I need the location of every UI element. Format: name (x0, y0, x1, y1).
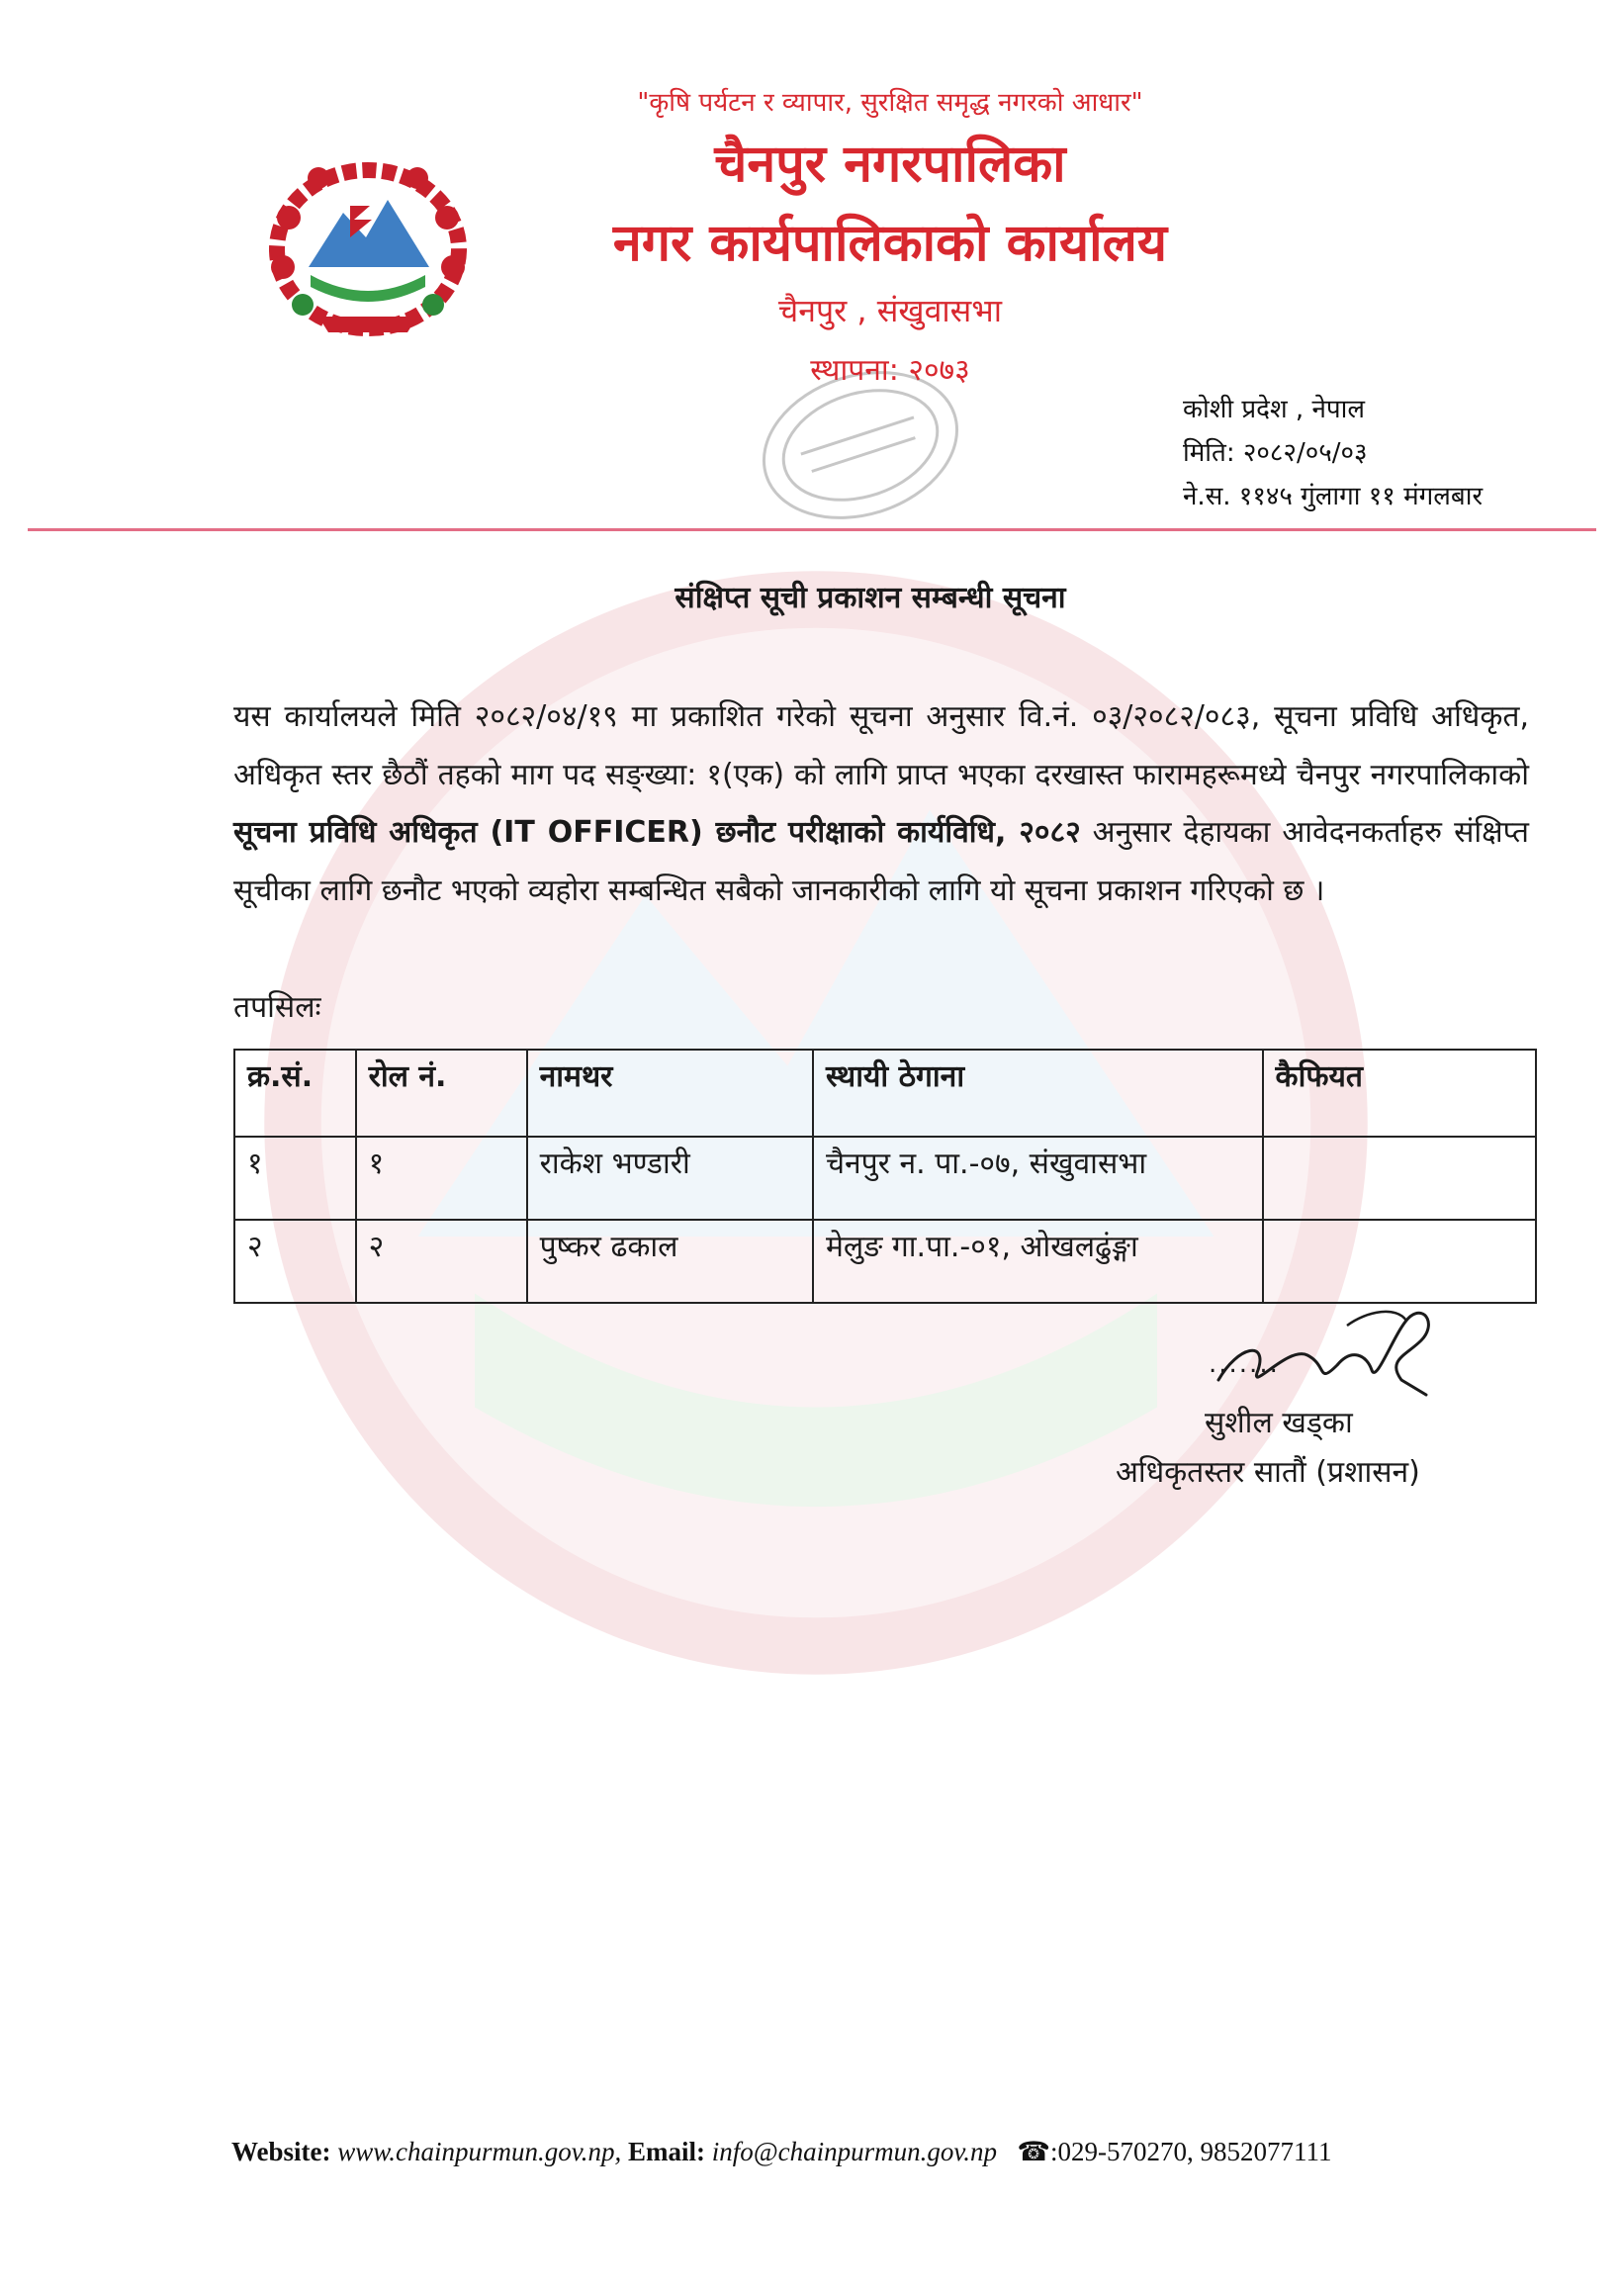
notice-title: संक्षिप्त सूची प्रकाशन सम्बन्धी सूचना (675, 581, 1066, 615)
shortlist-table (233, 1049, 1537, 1304)
header-right-info (1183, 388, 1483, 518)
municipality-name: चैनपुर नगरपालिका (714, 135, 1066, 194)
cell-serial: १ (234, 1137, 356, 1220)
office-name: नगर कार्यपालिकाको कार्यालय (612, 214, 1168, 273)
signatory-designation: अधिकृतस्तर सातौं (प्रशासन) (1116, 1455, 1420, 1490)
cell-name: पुष्कर ढकाल (527, 1220, 813, 1303)
email-link[interactable]: info@chainpurmun.gov.np (711, 2137, 998, 2166)
cell-remarks (1263, 1137, 1536, 1220)
cell-address: चैनपुर न. पा.-०७, संखुवासभा (813, 1137, 1263, 1220)
header-name: नामथर (527, 1050, 813, 1137)
signatory-name: सुशील खड्का (1205, 1406, 1353, 1440)
notice-body-part2: अनुसार देहायका आवेदनकर्ताहरु संक्षिप्त सूचीका लागि छनौट भएको व्यहोरा सम्बन्धित सबैको जानकारीको लागि यो सूचना प्रकाशन गरिएको छ । (233, 815, 1529, 908)
cell-roll: २ (356, 1220, 527, 1303)
handwritten-signature (1199, 1286, 1456, 1405)
website-label: Website: (231, 2137, 331, 2166)
notice-body (233, 689, 1529, 920)
email-label: Email: (628, 2137, 705, 2166)
telephone-icon: ☎ (1017, 2137, 1050, 2166)
cell-address: मेलुङ गा.पा.-०१, ओखलढुंङ्गा (813, 1220, 1263, 1303)
header-remarks: कैफियत (1263, 1050, 1536, 1137)
province-text: कोशी प्रदेश , नेपाल (1183, 395, 1366, 424)
header-serial: क्र.सं. (234, 1050, 356, 1137)
footer-contact (231, 2137, 1537, 2167)
phone-numbers: :029-570270, 9852077111 (1049, 2137, 1332, 2166)
cell-name: राकेश भण्डारी (527, 1137, 813, 1220)
location-text: चैनपुर , संखुवासभा (777, 292, 1003, 329)
header-divider (28, 528, 1596, 531)
table-row (234, 1137, 1536, 1220)
table-header-row (234, 1050, 1536, 1137)
header-address: स्थायी ठेगाना (813, 1050, 1263, 1137)
notice-body-bold: सूचना प्रविधि अधिकृत (IT OFFICER) छनौट परीक्षाको कार्यविधि, २०८२ (233, 815, 1081, 850)
cell-serial: २ (234, 1220, 356, 1303)
notice-body-part1: यस कार्यालयले मिति २०८२/०४/१९ मा प्रकाशित गरेको सूचना अनुसार वि.नं. ०३/२०८२/०८३, सूचना प्रविधि अधिकृत, अधिकृत स्तर छैठौं तहको माग पद सङ्ख्या: १(एक) को लागि प्राप्त भएका दरखास्त फारामहरूमध्ये चैनपुर नगरपालिकाको (233, 699, 1529, 792)
signature-dots: ....... (1209, 1349, 1280, 1379)
nepal-emblem-logo (259, 158, 477, 346)
nepal-sambat-date: ने.स. ११४५ गुंलागा ११ मंगलबार (1183, 482, 1484, 511)
header-roll: रोल नं. (356, 1050, 527, 1137)
website-link[interactable]: www.chainpurmun.gov.np, (337, 2137, 622, 2166)
established-text: स्थापना: २०७३ (810, 353, 970, 388)
schedule-label: तपसिलः (233, 990, 321, 1025)
cell-roll: १ (356, 1137, 527, 1220)
date-text: मिति: २०८२/०५/०३ (1183, 438, 1368, 468)
motto-text: "कृषि पर्यटन र व्यापार, सुरक्षित समृद्ध नगरको आधार" (637, 88, 1143, 118)
